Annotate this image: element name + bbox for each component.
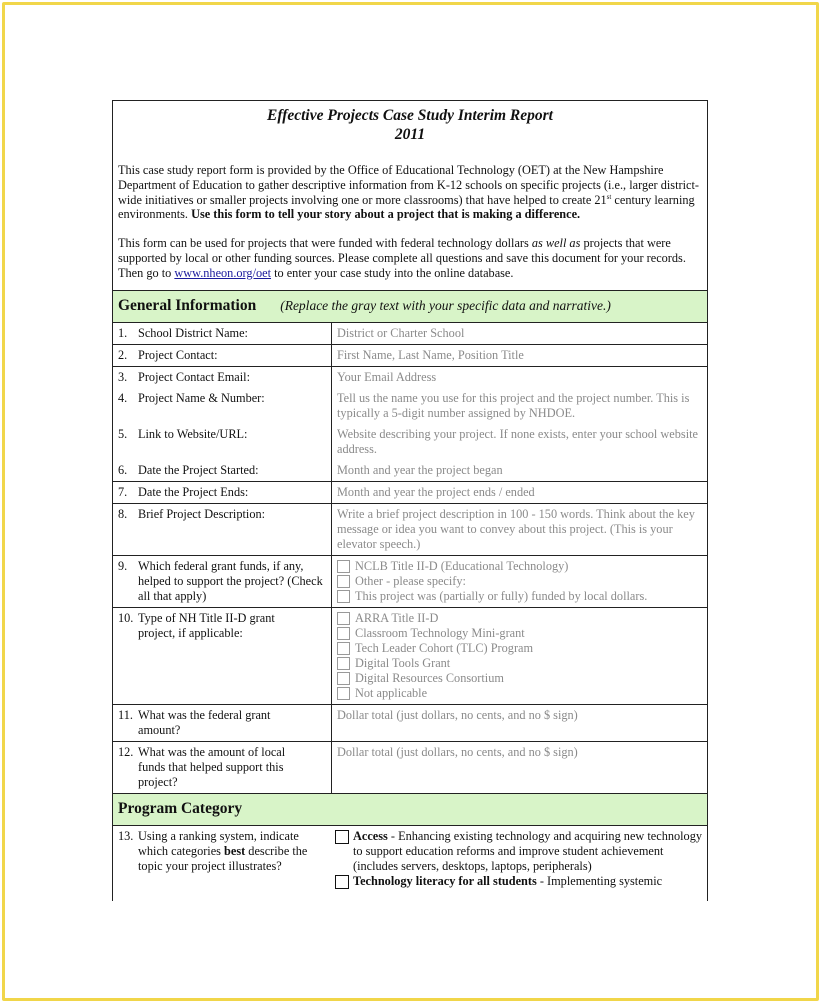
row-number: 2.: [118, 347, 128, 362]
table-row: [113, 460, 707, 482]
checkbox-option[interactable]: [337, 626, 707, 641]
checkbox-icon[interactable]: [335, 875, 349, 889]
row-number: 4.: [118, 390, 128, 405]
section-note: (Replace the gray text with your specific data and narrative.): [280, 298, 611, 314]
contact-email-field[interactable]: Your Email Address: [337, 369, 437, 384]
nheon-link[interactable]: www.nheon.org/oet: [174, 265, 272, 280]
federal-amount-field[interactable]: Dollar total (just dollars, no cents, and no $ sign): [332, 704, 708, 741]
field-label: Brief Project Description:: [138, 506, 266, 521]
checkbox-option[interactable]: [337, 686, 707, 701]
field-label: School District Name:: [138, 325, 248, 340]
row-number: 3.: [118, 369, 128, 384]
option-bold: Access: [353, 828, 388, 843]
row-number: 8.: [118, 506, 128, 521]
intro2-text-b: projects that were supported by local or other funding sources. Please complete all questions and save this document for your records. Then go to: [118, 236, 686, 280]
section-title: General Information: [118, 297, 257, 315]
table-row: [113, 826, 707, 892]
project-contact-field[interactable]: First Name, Last Name, Position Title: [332, 344, 708, 366]
table-row: [113, 344, 707, 366]
row-number: 7.: [118, 484, 128, 499]
checkbox-icon[interactable]: [337, 687, 350, 700]
option-desc: - Enhancing existing technology and acquiring new technology to support education reforms and improve student achievement (includes servers, desktops, laptops, peripherals): [353, 828, 702, 873]
grant-funds-options: [332, 555, 708, 607]
option-label: Other - please specify:: [355, 573, 466, 588]
option-label: Digital Tools Grant: [355, 655, 451, 670]
checkbox-option[interactable]: [337, 574, 707, 589]
option-label: This project was (partially or fully) funded by local dollars.: [355, 588, 648, 603]
checkbox-icon[interactable]: [335, 830, 349, 844]
checkbox-icon[interactable]: [337, 612, 350, 625]
field-label: What was the amount of local funds that helped support this project?: [138, 744, 286, 789]
checkbox-icon[interactable]: [337, 627, 350, 640]
table-row: [113, 388, 707, 424]
local-amount-field[interactable]: Dollar total (just dollars, no cents, and no $ sign): [332, 741, 708, 793]
table-row: [113, 366, 707, 388]
row-number: 12.: [118, 744, 134, 759]
field-label: Date the Project Started:: [138, 462, 259, 477]
grant-type-options: [332, 607, 708, 704]
checkbox-icon[interactable]: [337, 672, 350, 685]
field-label: Date the Project Ends:: [138, 484, 249, 499]
checkbox-option[interactable]: [337, 671, 707, 686]
row-number: 1.: [118, 325, 128, 340]
table-row: [113, 607, 707, 704]
label-text-a: Using a ranking system, indicate which categories: [138, 828, 299, 858]
row-number: 5.: [118, 426, 128, 441]
program-category-table: [113, 826, 707, 892]
general-information-header: [113, 290, 707, 323]
option-text: [353, 874, 662, 889]
field-label: [138, 829, 323, 874]
checkbox-option[interactable]: [337, 559, 707, 574]
label-bold: best: [224, 843, 246, 858]
checkbox-icon[interactable]: [337, 657, 350, 670]
label-text-b: describe the topic your project illustrates?: [138, 843, 308, 873]
field-label: Type of NH Title II-D grant project, if applicable:: [138, 610, 275, 640]
field-label: Project Name & Number:: [138, 390, 265, 405]
field-label: Project Contact:: [138, 347, 218, 362]
intro2-text-a: This form can be used for projects that were funded with federal technology dollars: [118, 236, 532, 251]
intro1-sup: st: [606, 192, 612, 201]
website-url-field[interactable]: Website describing your project. If none exists, enter your school website address.: [337, 426, 698, 456]
row-number: 11.: [118, 707, 133, 722]
intro1-text-b: century learning environments.: [118, 192, 695, 222]
checkbox-option[interactable]: [337, 589, 707, 604]
intro1-bold: Use this form to tell your story about a project that is making a difference.: [191, 207, 581, 222]
title-year: 2011: [394, 126, 426, 143]
option-text: [353, 829, 707, 874]
checkbox-icon[interactable]: [337, 575, 350, 588]
general-information-table: [113, 323, 707, 794]
option-label: Classroom Technology Mini-grant: [355, 625, 525, 640]
intro1-text-a: This case study report form is provided by the Office of Educational Technology (OET) at the New Hampshire Department of Education to gather descriptive information from K-12 schools on specific projects (i.e., larger district-wide initiatives or smaller projects involving one or more classrooms) that have helped to create 21: [118, 163, 699, 207]
table-row: [113, 424, 707, 460]
category-option-tech-literacy[interactable]: [335, 874, 707, 889]
checkbox-option[interactable]: [337, 656, 707, 671]
field-label: What was the federal grant amount?: [138, 707, 271, 737]
option-label: Not applicable: [355, 685, 428, 700]
option-label: ARRA Title II-D: [355, 610, 439, 625]
category-option-access[interactable]: [335, 829, 707, 874]
option-desc: - Implementing systemic: [536, 873, 663, 888]
intro2-text-c: to enter your case study into the online database.: [271, 265, 514, 280]
date-ends-field[interactable]: Month and year the project ends / ended: [332, 481, 708, 503]
option-label: Digital Resources Consortium: [355, 670, 504, 685]
option-bold: Technology literacy for all students: [353, 873, 537, 888]
option-label: NCLB Title II-D (Educational Technology): [355, 558, 569, 573]
row-number: 6.: [118, 462, 128, 477]
document-page: [112, 100, 708, 901]
table-row: [113, 555, 707, 607]
document-title: [113, 106, 707, 144]
date-started-field[interactable]: Month and year the project began: [332, 460, 708, 482]
section-title: Program Category: [118, 800, 243, 818]
table-row: [113, 481, 707, 503]
checkbox-icon[interactable]: [337, 560, 350, 573]
table-row: [113, 503, 707, 555]
table-row: [113, 704, 707, 741]
checkbox-option[interactable]: [337, 641, 707, 656]
project-description-field[interactable]: Write a brief project description in 100 - 150 words. Think about the key message or idea you want to convey about this project. (This is your elevator speech.): [332, 503, 708, 555]
checkbox-option[interactable]: [337, 611, 707, 626]
project-name-field[interactable]: Tell us the name you use for this project and the project number. This is typically a 5-digit number assigned by NHDOE.: [337, 390, 690, 420]
title-line-1: Effective Projects Case Study Interim Report: [266, 107, 553, 124]
row-number: 9.: [118, 558, 128, 573]
field-label: Link to Website/URL:: [138, 426, 248, 441]
intro-paragraph-1: [118, 163, 702, 222]
program-category-header: [113, 794, 707, 826]
table-row: [113, 323, 707, 345]
intro-paragraph-2: [118, 236, 702, 280]
row-number: 13.: [118, 828, 134, 843]
row-number: 10.: [118, 610, 134, 625]
category-options: [326, 826, 707, 892]
school-district-field[interactable]: District or Charter School: [332, 323, 708, 345]
table-row: [113, 741, 707, 793]
checkbox-icon[interactable]: [337, 590, 350, 603]
option-label: Tech Leader Cohort (TLC) Program: [355, 640, 534, 655]
checkbox-icon[interactable]: [337, 642, 350, 655]
field-label: Project Contact Email:: [138, 369, 251, 384]
page-frame: [2, 2, 819, 1001]
field-label: Which federal grant funds, if any, helped to support the project? (Check all that apply): [138, 558, 323, 603]
intro2-italic: as well as: [531, 236, 581, 251]
